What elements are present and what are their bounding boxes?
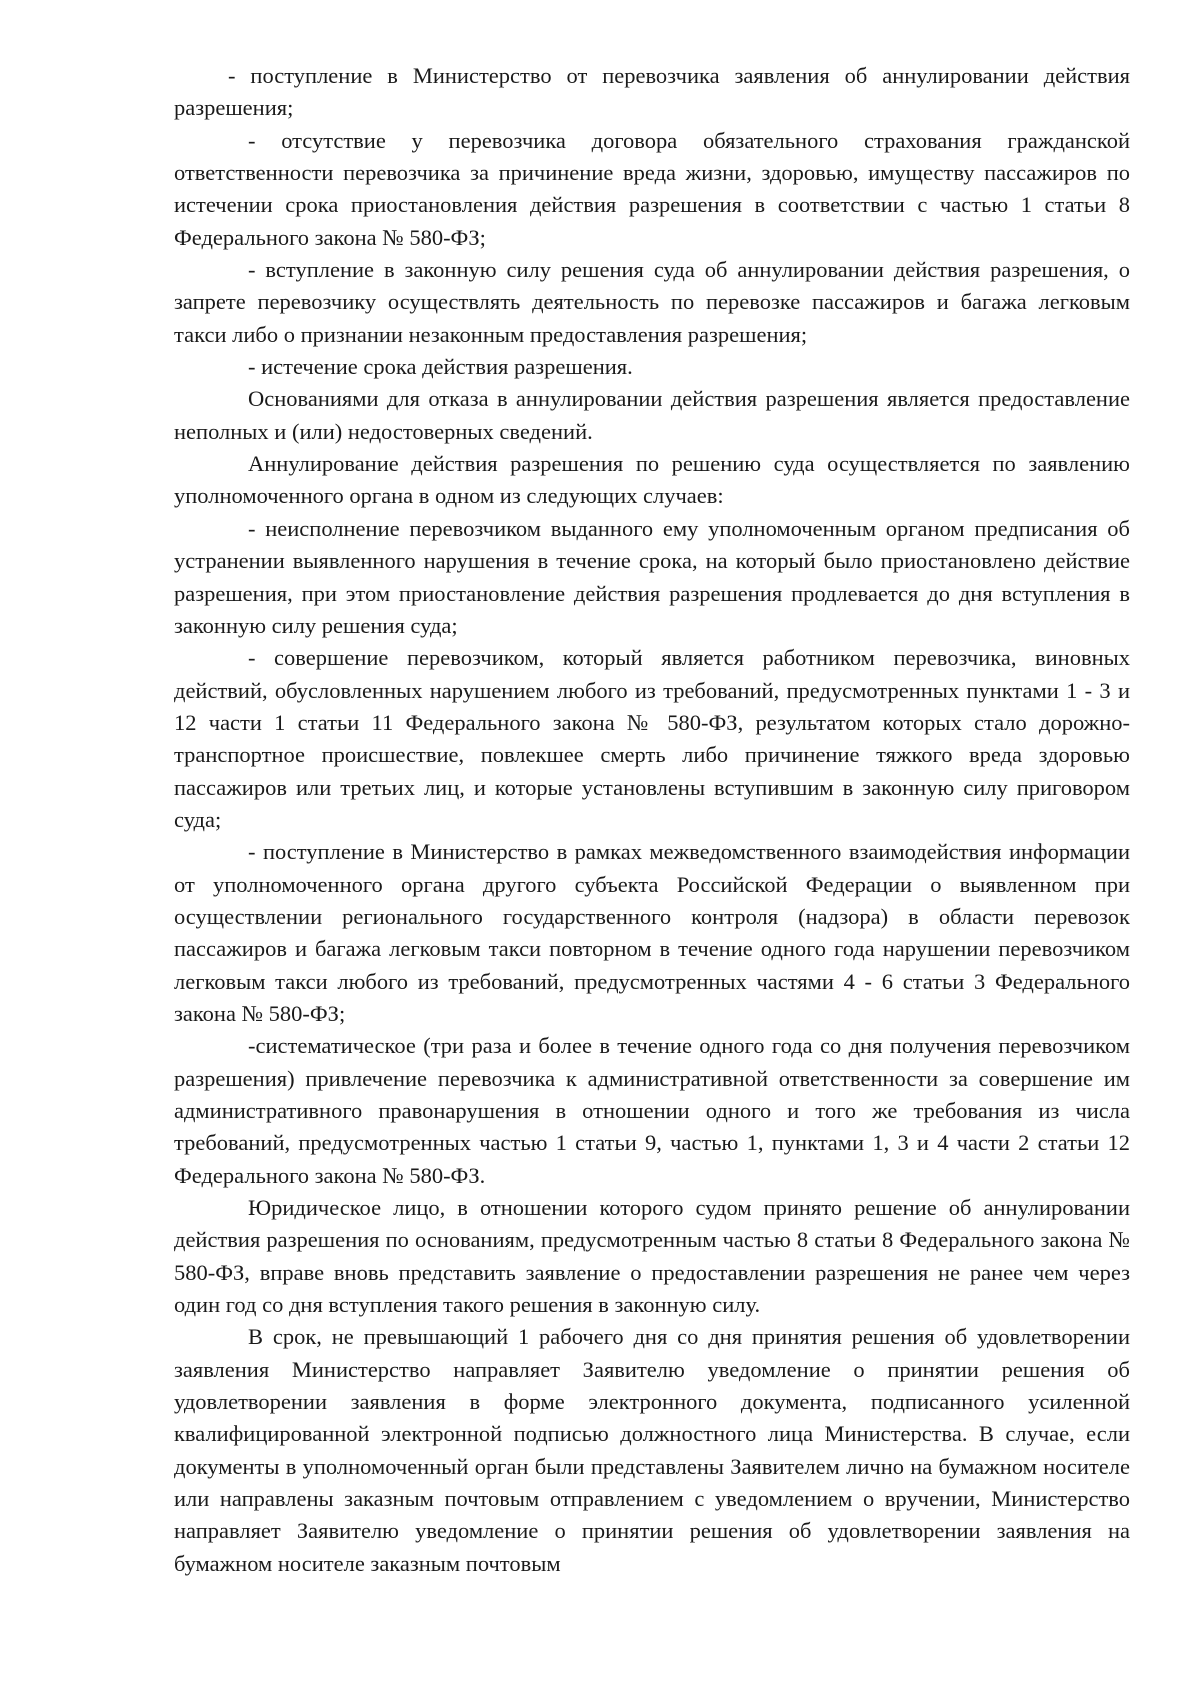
paragraph-annulment-application: - поступление в Министерство от перевозчика заявления об аннулировании действия разрешения; [174, 63, 1130, 121]
document-body [174, 60, 1130, 1580]
paragraph-refusal-grounds: Основаниями для отказа в аннулировании действия разрешения является предоставление неполных и (или) недостоверных сведений. [174, 386, 1130, 444]
paragraph-systematic-violations: -систематическое (три раза и более в течение одного года со дня получения перевозчиком разрешения) привлечение перевозчика к административной ответственности за совершение им административного правонарушения в отношении одного и того же требования из числа требований, предусмотренных частью 1 статьи 9, частью 1, пунктами 1, 3 и 4 части 2 статьи 12 Федерального закона № 580-ФЗ. [174, 1033, 1130, 1188]
paragraph-expiry: - истечение срока действия разрешения. [248, 354, 633, 380]
paragraph-legal-entity-reapply: Юридическое лицо, в отношении которого судом принято решение об аннулировании действия разрешения по основаниям, предусмотренным частью 8 статьи 8 Федерального закона № 580-ФЗ, вправе вновь представить заявление о предоставлении разрешения не ранее чем через один год со дня вступления такого решения в законную силу. [174, 1195, 1130, 1318]
paragraph-notification-deadline: В срок, не превышающий 1 рабочего дня со дня принятия решения об удовлетворении заявления Министерство направляет Заявителю уведомление о принятии решения об удовлетворении заявления в форме электронного документа, подписанного усиленной квалифицированной электронной подписью должностного лица Министерства. В случае, если документы в уполномоченный орган были представлены Заявителем лично на бумажном носителе или направлены заказным почтовым отправлением с уведомлением о вручении, Министерство направляет Заявителю уведомление о принятии решения об удовлетворении заявления на бумажном носителе заказным почтовым [174, 1324, 1130, 1576]
paragraph-culpable-actions: - совершение перевозчиком, который является работником перевозчика, виновных действий, обусловленных нарушением любого из требований, предусмотренных пунктами 1 - 3 и 12 части 1 статьи 11 Федерального закона № 580-ФЗ, результатом которых стало дорожно-транспортное происшествие, повлекшее смерть либо причинение тяжкого вреда здоровью пассажиров или третьих лиц, и которые установлены вступившим в законную силу приговором суда; [174, 645, 1130, 832]
paragraph-court-annulment: Аннулирование действия разрешения по решению суда осуществляется по заявлению уполномоченного органа в одном из следующих случаев: [174, 451, 1130, 509]
paragraph-court-decision: - вступление в законную силу решения суда об аннулировании действия разрешения, о запрете перевозчику осуществлять деятельность по перевозке пассажиров и багажа легковым такси либо о признании незаконным предоставления разрешения; [174, 257, 1130, 347]
paragraph-no-insurance: - отсутствие у перевозчика договора обязательного страхования гражданской ответственности перевозчика за причинение вреда жизни, здоровью, имуществу пассажиров по истечении срока приостановления действия разрешения в соответствии с частью 1 статьи 8 Федерального закона № 580-ФЗ; [174, 127, 1130, 250]
paragraph-interagency-info: - поступление в Министерство в рамках межведомственного взаимодействия информации от уполномоченного органа другого субъекта Российской Федерации о выявленном при осуществлении регионального государственного контроля (надзора) в области перевозок пассажиров и багажа легковым такси повторном в течение одного года нарушении перевозчиком легковым такси любого из требований, предусмотренных частями 4 - 6 статьи 3 Федерального закона № 580-ФЗ; [174, 839, 1130, 1026]
paragraph-unfulfilled-order: - неисполнение перевозчиком выданного ему уполномоченным органом предписания об устранении выявленного нарушения в течение срока, на который было приостановлено действие разрешения, при этом приостановление действия разрешения продлевается до дня вступления в законную силу решения суда; [174, 515, 1130, 638]
